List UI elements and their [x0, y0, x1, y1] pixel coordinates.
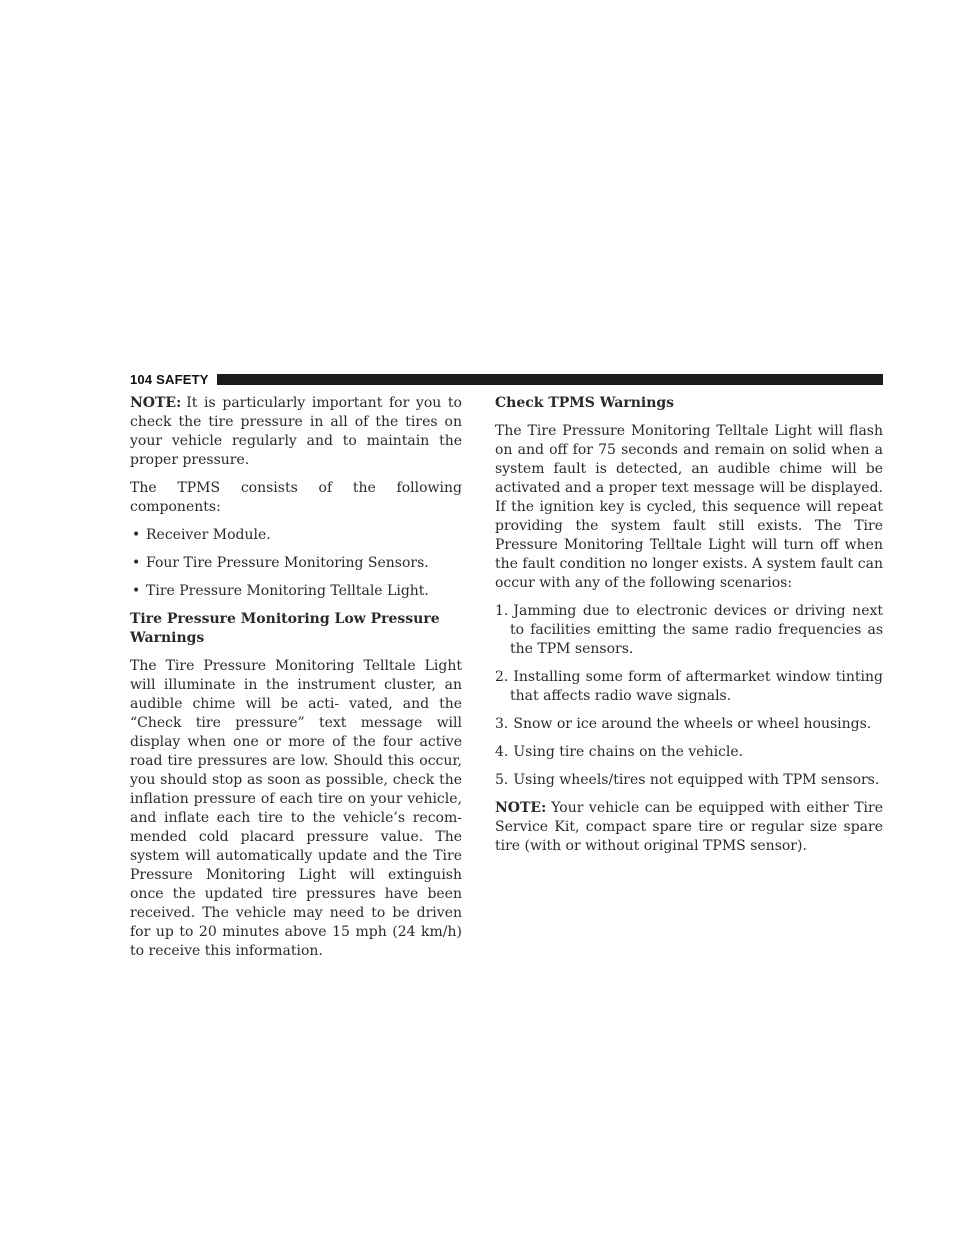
item-text: Snow or ice around the wheels or wheel housings. [513, 716, 872, 732]
item-text: Using tire chains on the vehicle. [513, 744, 744, 760]
page-number-section [130, 372, 209, 387]
item-text: Using wheels/tires not equipped with TPM sensors. [513, 772, 880, 788]
right-column [495, 394, 883, 865]
item-number: 4. [495, 744, 509, 760]
list-item: • Four Tire Pressure Monitoring Sensors. [130, 554, 462, 573]
item-number: 1. [495, 603, 509, 619]
spare-note-paragraph [495, 799, 883, 856]
check-tpms-intro: The Tire Pressure Monitoring Telltale Light will flash on and off for 75 seconds and remain on solid when a system fault is detected, an audible chime will be activated and a proper text message will be displayed. If the ignition key is cycled, this sequence will repeat providing the system fault still exists. The Tire Pressure Monitoring Telltale Light will turn off when the fault condition no longer exists. A system fault can occur with any of the following scenarios: [495, 423, 883, 591]
list-item [495, 715, 883, 734]
low-pressure-heading: Tire Pressure Monitoring Low Pressure Warnings [130, 611, 440, 646]
low-pressure-paragraph: The Tire Pressure Monitoring Telltale Light will illuminate in the instrument cluster, an audible chime will be acti- vated, and the “Check tire pressure” text message will display when one or more of the four active road tire pressures are low. Should this occur, you should stop as soon as possible, check the inflation pressure of each tire on your vehicle, and inflate each tire to the vehicle’s recom- mended cold placard pressure value. The system will automatically update and the Tire Pressure Monitoring Light will extinguish once the updated tire pressures have been received. The vehicle may need to be driven for up to 20 minutes above 15 mph (24 km/h) to receive this information. [130, 658, 462, 959]
note-text: Your vehicle can be equipped with either Tire Service Kit, compact spare tire or regular size spare tire (with or without original TPMS sensor). [495, 800, 883, 854]
page-header [130, 371, 883, 387]
note-text: It is particularly important for you to check the tire pressure in all of the tires on your vehicle regularly and to maintain the proper pressure. [130, 395, 462, 468]
item-number: 3. [495, 716, 509, 732]
note-label: NOTE: [495, 800, 547, 816]
list-item [495, 771, 883, 790]
list-item [495, 743, 883, 762]
list-item [495, 602, 883, 659]
scenarios-list [495, 602, 883, 790]
components-list [130, 526, 462, 601]
note-paragraph [130, 394, 462, 470]
list-item: • Tire Pressure Monitoring Telltale Light. [130, 582, 462, 601]
list-item: • Receiver Module. [130, 526, 462, 545]
page-number: 104 [130, 371, 153, 387]
left-column [130, 394, 462, 970]
item-text: Installing some form of aftermarket window tinting that affects radio wave signals. [510, 669, 883, 704]
section-title: SAFETY [156, 371, 209, 387]
check-tpms-heading: Check TPMS Warnings [495, 395, 675, 411]
list-item [495, 668, 883, 706]
item-text: Jamming due to electronic devices or driving next to facilities emitting the same radio frequencies as the TPM sensors. [510, 603, 883, 657]
note-label: NOTE: [130, 395, 182, 411]
item-number: 2. [495, 669, 509, 685]
header-rule [217, 374, 883, 385]
item-number: 5. [495, 772, 509, 788]
components-intro: The TPMS consists of the following components: [130, 480, 462, 515]
